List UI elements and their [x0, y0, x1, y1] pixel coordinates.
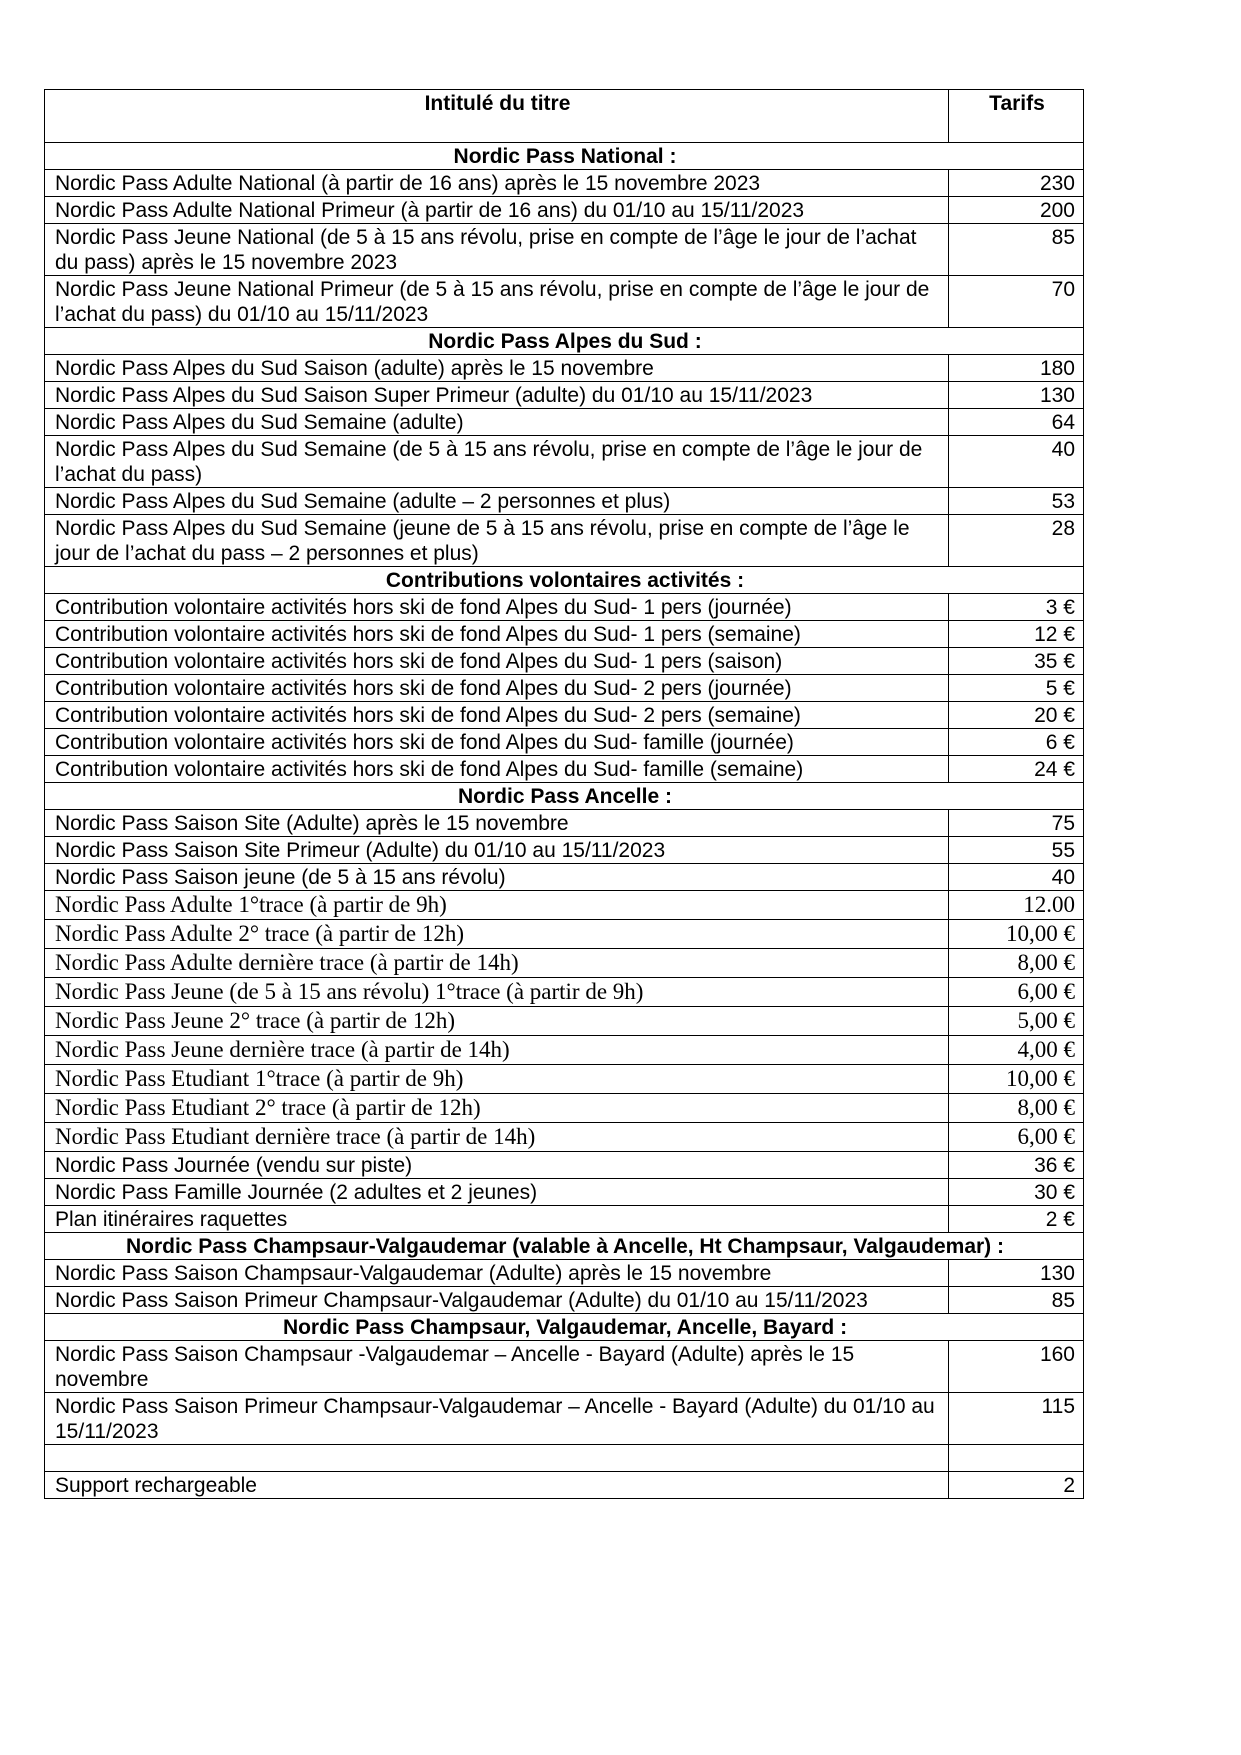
- row-price: 2: [949, 1472, 1084, 1499]
- table-row: [45, 409, 1084, 436]
- table-row: [45, 837, 1084, 864]
- row-price: 55: [949, 837, 1084, 864]
- row-label: Nordic Pass Alpes du Sud Semaine (adulte): [45, 409, 949, 436]
- row-label: Nordic Pass Jeune 2° trace (à partir de 12h): [45, 1007, 949, 1036]
- table-row: [45, 276, 1084, 328]
- table-row: [45, 355, 1084, 382]
- table-row: [45, 810, 1084, 837]
- table-row: [45, 224, 1084, 276]
- table-row: [45, 891, 1084, 920]
- table-row: [45, 1287, 1084, 1314]
- section-title-row: [45, 1314, 1084, 1341]
- row-label: Nordic Pass Etudiant dernière trace (à partir de 14h): [45, 1123, 949, 1152]
- section-title-row: [45, 1233, 1084, 1260]
- row-label: Nordic Pass Saison Champsaur-Valgaudemar (Adulte) après le 15 novembre: [45, 1260, 949, 1287]
- row-label: Nordic Pass Alpes du Sud Semaine (adulte – 2 personnes et plus): [45, 488, 949, 515]
- row-price: 5,00 €: [949, 1007, 1084, 1036]
- section-title: Nordic Pass Ancelle :: [45, 783, 1084, 810]
- section-title: Contributions volontaires activités :: [45, 567, 1084, 594]
- price-document: [44, 89, 1083, 1499]
- row-price: 40: [949, 436, 1084, 488]
- table-row: [45, 1206, 1084, 1233]
- row-label: Nordic Pass Alpes du Sud Semaine (de 5 à 15 ans révolu, prise en compte de l’âge le jour de l’achat du pass): [45, 436, 949, 488]
- row-label: Support rechargeable: [45, 1472, 949, 1499]
- row-label: Nordic Pass Jeune National Primeur (de 5 à 15 ans révolu, prise en compte de l’âge le jour de l’achat du pass) du 01/10 au 15/11/2023: [45, 276, 949, 328]
- row-price: 85: [949, 1287, 1084, 1314]
- row-label: Contribution volontaire activités hors ski de fond Alpes du Sud- 1 pers (journée): [45, 594, 949, 621]
- table-row: [45, 1007, 1084, 1036]
- row-price: 70: [949, 276, 1084, 328]
- row-label: Contribution volontaire activités hors ski de fond Alpes du Sud- 2 pers (semaine): [45, 702, 949, 729]
- row-label: Nordic Pass Jeune National (de 5 à 15 ans révolu, prise en compte de l’âge le jour de l’achat du pass) après le 15 novembre 2023: [45, 224, 949, 276]
- row-price: 53: [949, 488, 1084, 515]
- table-row: [45, 1179, 1084, 1206]
- row-label: Contribution volontaire activités hors ski de fond Alpes du Sud- 2 pers (journée): [45, 675, 949, 702]
- row-price: 6 €: [949, 729, 1084, 756]
- row-price: 24 €: [949, 756, 1084, 783]
- row-label: Contribution volontaire activités hors ski de fond Alpes du Sud- famille (semaine): [45, 756, 949, 783]
- table-row: [45, 170, 1084, 197]
- section-title: Nordic Pass Champsaur, Valgaudemar, Ancelle, Bayard :: [45, 1314, 1084, 1341]
- row-label: Nordic Pass Famille Journée (2 adultes et 2 jeunes): [45, 1179, 949, 1206]
- row-label: Nordic Pass Saison jeune (de 5 à 15 ans révolu): [45, 864, 949, 891]
- table-row: [45, 756, 1084, 783]
- header-label: Intitulé du titre: [45, 90, 949, 143]
- row-price: 64: [949, 409, 1084, 436]
- row-label: Nordic Pass Adulte dernière trace (à partir de 14h): [45, 949, 949, 978]
- table-header-row: [45, 90, 1084, 143]
- row-label: Contribution volontaire activités hors ski de fond Alpes du Sud- 1 pers (saison): [45, 648, 949, 675]
- row-price: 200: [949, 197, 1084, 224]
- section-title: Nordic Pass Alpes du Sud :: [45, 328, 1084, 355]
- table-row: [45, 382, 1084, 409]
- row-price: 3 €: [949, 594, 1084, 621]
- row-price: 12 €: [949, 621, 1084, 648]
- table-row: [45, 1260, 1084, 1287]
- table-row: [45, 436, 1084, 488]
- row-price: 8,00 €: [949, 1094, 1084, 1123]
- row-price: 36 €: [949, 1152, 1084, 1179]
- table-row: [45, 1094, 1084, 1123]
- table-row: [45, 1393, 1084, 1445]
- table-row: [45, 729, 1084, 756]
- header-price: Tarifs: [949, 90, 1084, 143]
- table-row: [45, 488, 1084, 515]
- row-label: Nordic Pass Alpes du Sud Semaine (jeune de 5 à 15 ans révolu, prise en compte de l’âge le jour de l’achat du pass – 2 personnes et plus): [45, 515, 949, 567]
- row-price: 6,00 €: [949, 978, 1084, 1007]
- row-price: 160: [949, 1341, 1084, 1393]
- row-label: Nordic Pass Alpes du Sud Saison (adulte) après le 15 novembre: [45, 355, 949, 382]
- table-row: [45, 1065, 1084, 1094]
- row-label: Nordic Pass Saison Site (Adulte) après le 15 novembre: [45, 810, 949, 837]
- table-row: [45, 1341, 1084, 1393]
- row-label: Nordic Pass Adulte 1°trace (à partir de 9h): [45, 891, 949, 920]
- section-title-row: [45, 783, 1084, 810]
- row-label: Nordic Pass Saison Primeur Champsaur-Valgaudemar (Adulte) du 01/10 au 15/11/2023: [45, 1287, 949, 1314]
- row-price: 10,00 €: [949, 920, 1084, 949]
- row-label: Nordic Pass Saison Champsaur -Valgaudemar – Ancelle - Bayard (Adulte) après le 15 novembre: [45, 1341, 949, 1393]
- row-label: Nordic Pass Alpes du Sud Saison Super Primeur (adulte) du 01/10 au 15/11/2023: [45, 382, 949, 409]
- table-row: [45, 949, 1084, 978]
- table-row: [45, 1036, 1084, 1065]
- table-row: [45, 920, 1084, 949]
- row-price: 12.00: [949, 891, 1084, 920]
- table-row: [45, 864, 1084, 891]
- section-title: Nordic Pass National :: [45, 143, 1084, 170]
- section-title-row: [45, 567, 1084, 594]
- table-row: [45, 621, 1084, 648]
- row-price: 30 €: [949, 1179, 1084, 1206]
- section-title: Nordic Pass Champsaur-Valgaudemar (valable à Ancelle, Ht Champsaur, Valgaudemar) :: [45, 1233, 1084, 1260]
- section-title-row: [45, 328, 1084, 355]
- row-label: Nordic Pass Jeune dernière trace (à partir de 14h): [45, 1036, 949, 1065]
- table-row: [45, 1445, 1084, 1472]
- row-price: 230: [949, 170, 1084, 197]
- table-row: [45, 515, 1084, 567]
- table-row: [45, 1152, 1084, 1179]
- table-row: [45, 594, 1084, 621]
- table-body: [45, 143, 1084, 1499]
- table-row: [45, 1472, 1084, 1499]
- row-label: Nordic Pass Jeune (de 5 à 15 ans révolu) 1°trace (à partir de 9h): [45, 978, 949, 1007]
- table-row: [45, 1123, 1084, 1152]
- row-label: Nordic Pass Saison Site Primeur (Adulte) du 01/10 au 15/11/2023: [45, 837, 949, 864]
- row-price: 75: [949, 810, 1084, 837]
- row-label: Plan itinéraires raquettes: [45, 1206, 949, 1233]
- row-price: 4,00 €: [949, 1036, 1084, 1065]
- row-price: 2 €: [949, 1206, 1084, 1233]
- row-label: Nordic Pass Adulte 2° trace (à partir de 12h): [45, 920, 949, 949]
- row-label: Nordic Pass Saison Primeur Champsaur-Valgaudemar – Ancelle - Bayard (Adulte) du 01/10 au 15/11/2023: [45, 1393, 949, 1445]
- row-label: Contribution volontaire activités hors ski de fond Alpes du Sud- famille (journée): [45, 729, 949, 756]
- row-label: Contribution volontaire activités hors ski de fond Alpes du Sud- 1 pers (semaine): [45, 621, 949, 648]
- row-label: Nordic Pass Etudiant 1°trace (à partir de 9h): [45, 1065, 949, 1094]
- table-row: [45, 978, 1084, 1007]
- row-price: [949, 1445, 1084, 1472]
- row-label: Nordic Pass Journée (vendu sur piste): [45, 1152, 949, 1179]
- row-label: [45, 1445, 949, 1472]
- section-title-row: [45, 143, 1084, 170]
- row-price: 85: [949, 224, 1084, 276]
- row-price: 40: [949, 864, 1084, 891]
- table-row: [45, 675, 1084, 702]
- table-row: [45, 702, 1084, 729]
- row-label: Nordic Pass Adulte National (à partir de 16 ans) après le 15 novembre 2023: [45, 170, 949, 197]
- tariff-table: [44, 89, 1084, 1499]
- row-price: 5 €: [949, 675, 1084, 702]
- table-row: [45, 648, 1084, 675]
- row-price: 35 €: [949, 648, 1084, 675]
- row-price: 20 €: [949, 702, 1084, 729]
- table-row: [45, 197, 1084, 224]
- row-label: Nordic Pass Adulte National Primeur (à partir de 16 ans) du 01/10 au 15/11/2023: [45, 197, 949, 224]
- row-price: 8,00 €: [949, 949, 1084, 978]
- row-price: 28: [949, 515, 1084, 567]
- row-price: 6,00 €: [949, 1123, 1084, 1152]
- row-price: 10,00 €: [949, 1065, 1084, 1094]
- row-label: Nordic Pass Etudiant 2° trace (à partir de 12h): [45, 1094, 949, 1123]
- row-price: 115: [949, 1393, 1084, 1445]
- row-price: 180: [949, 355, 1084, 382]
- row-price: 130: [949, 382, 1084, 409]
- row-price: 130: [949, 1260, 1084, 1287]
